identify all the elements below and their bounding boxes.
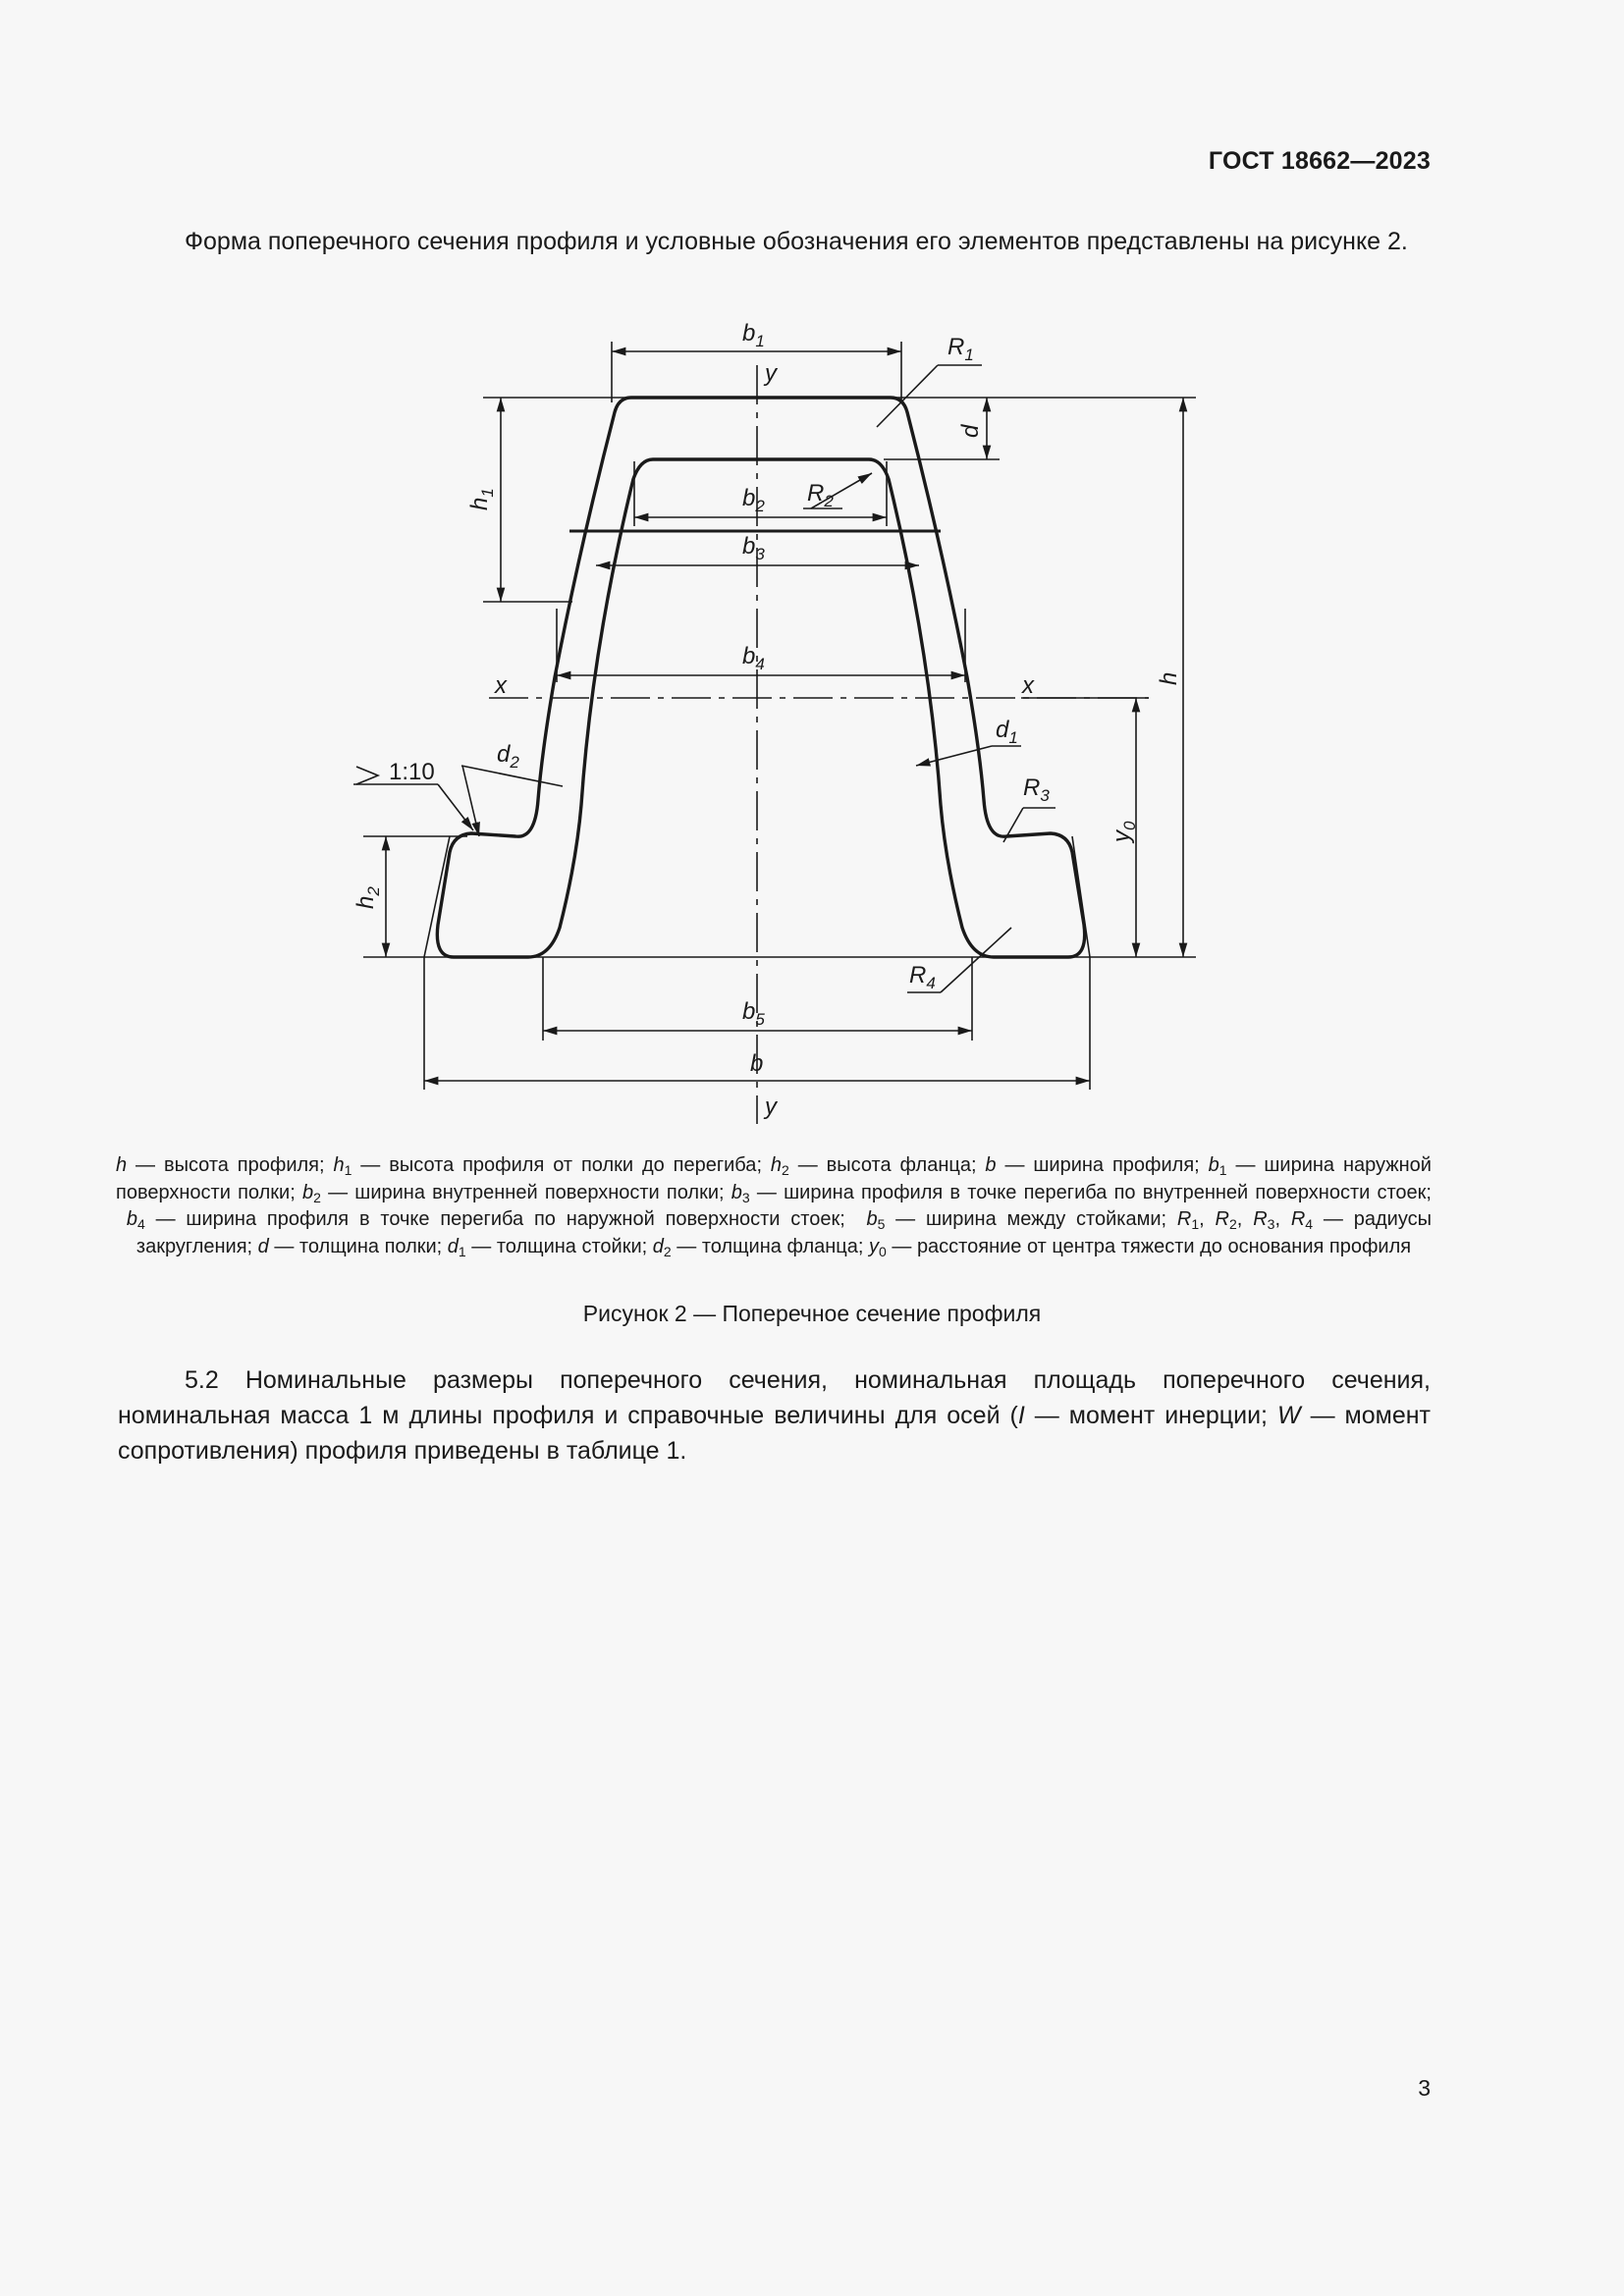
label-r3: $R_3$ <box>1023 774 1050 805</box>
cross-section-drawing <box>0 0 1624 1139</box>
label-h1: $h_1$ <box>466 488 497 510</box>
label-h: h <box>1156 671 1182 685</box>
label-b: b <box>750 1050 764 1077</box>
profile-outline <box>437 398 1084 957</box>
label-y0: $y_0$ <box>1109 821 1139 842</box>
label-r4: $R_4$ <box>909 962 936 992</box>
right-corner-tangent <box>1072 836 1090 957</box>
label-r2: $R_2$ <box>807 480 834 510</box>
label-axis-y-bottom: y <box>765 1094 777 1120</box>
label-d2: $d_2$ <box>497 741 519 772</box>
label-b5: $b_5$ <box>742 998 765 1029</box>
leader-r4 <box>941 928 1011 992</box>
leader-d2-arrow <box>462 766 479 836</box>
label-d1: $d_1$ <box>996 717 1018 747</box>
label-b4: $b_4$ <box>742 643 765 673</box>
standard-header: ГОСТ 18662—2023 <box>1208 147 1431 175</box>
label-b2: $b_2$ <box>742 485 765 515</box>
profile-cross-section-figure <box>0 0 1624 1139</box>
label-axis-y-top: y <box>765 360 777 387</box>
page-number: 3 <box>1418 2075 1431 2101</box>
figure-legend: h — высота профиля; $h_1$ — высота профиля от полки до перегиба; $h_2$ — высота фланца; b — ширина профиля; $b_1$ — ширина наружной поверхности полки; $b_2$ — ширина внутренней поверхности полки; $b_3$ — ширина профиля в точке перегиба по внутренней поверхности стоек; $b_4$ — ширина профиля в точке перегиба по наружной поверхности стоек; $b_5$ — ширина между стойками; $R_1$, $R_2$, $R_3$, $R_4$ — радиусы закругления; d — толщина полки; $d_1$ — толщина стойки; $d_2$ — толщина фланца; $y_0$ — расстояние от центра тяжести до основания профиля <box>116 1154 1432 1259</box>
label-axis-x-left: x <box>495 672 507 699</box>
label-r1: $R_1$ <box>947 334 974 364</box>
intro-paragraph: Форма поперечного сечения профиля и условные обозначения его элементов представлены на рисунке 2. <box>185 228 1408 255</box>
figure-caption: Рисунок 2 — Поперечное сечение профиля <box>582 1301 1042 1326</box>
label-axis-x-right: x <box>1022 672 1034 699</box>
label-slope: 1:10 <box>389 759 435 785</box>
label-d: d <box>957 424 984 438</box>
label-h2: $h_2$ <box>352 886 383 909</box>
label-b1: $b_1$ <box>742 320 765 350</box>
label-b3: $b_3$ <box>742 533 765 563</box>
slope-symbol <box>356 767 378 784</box>
section-5-2-paragraph: 5.2 Номинальные размеры поперечного сечения, номинальная площадь поперечного сечения, номинальная масса 1 м длины профиля и справочные величины для осей (I — момент инерции; W — момент сопротивления) профиля приведены в таблице 1. <box>118 1366 1431 1465</box>
